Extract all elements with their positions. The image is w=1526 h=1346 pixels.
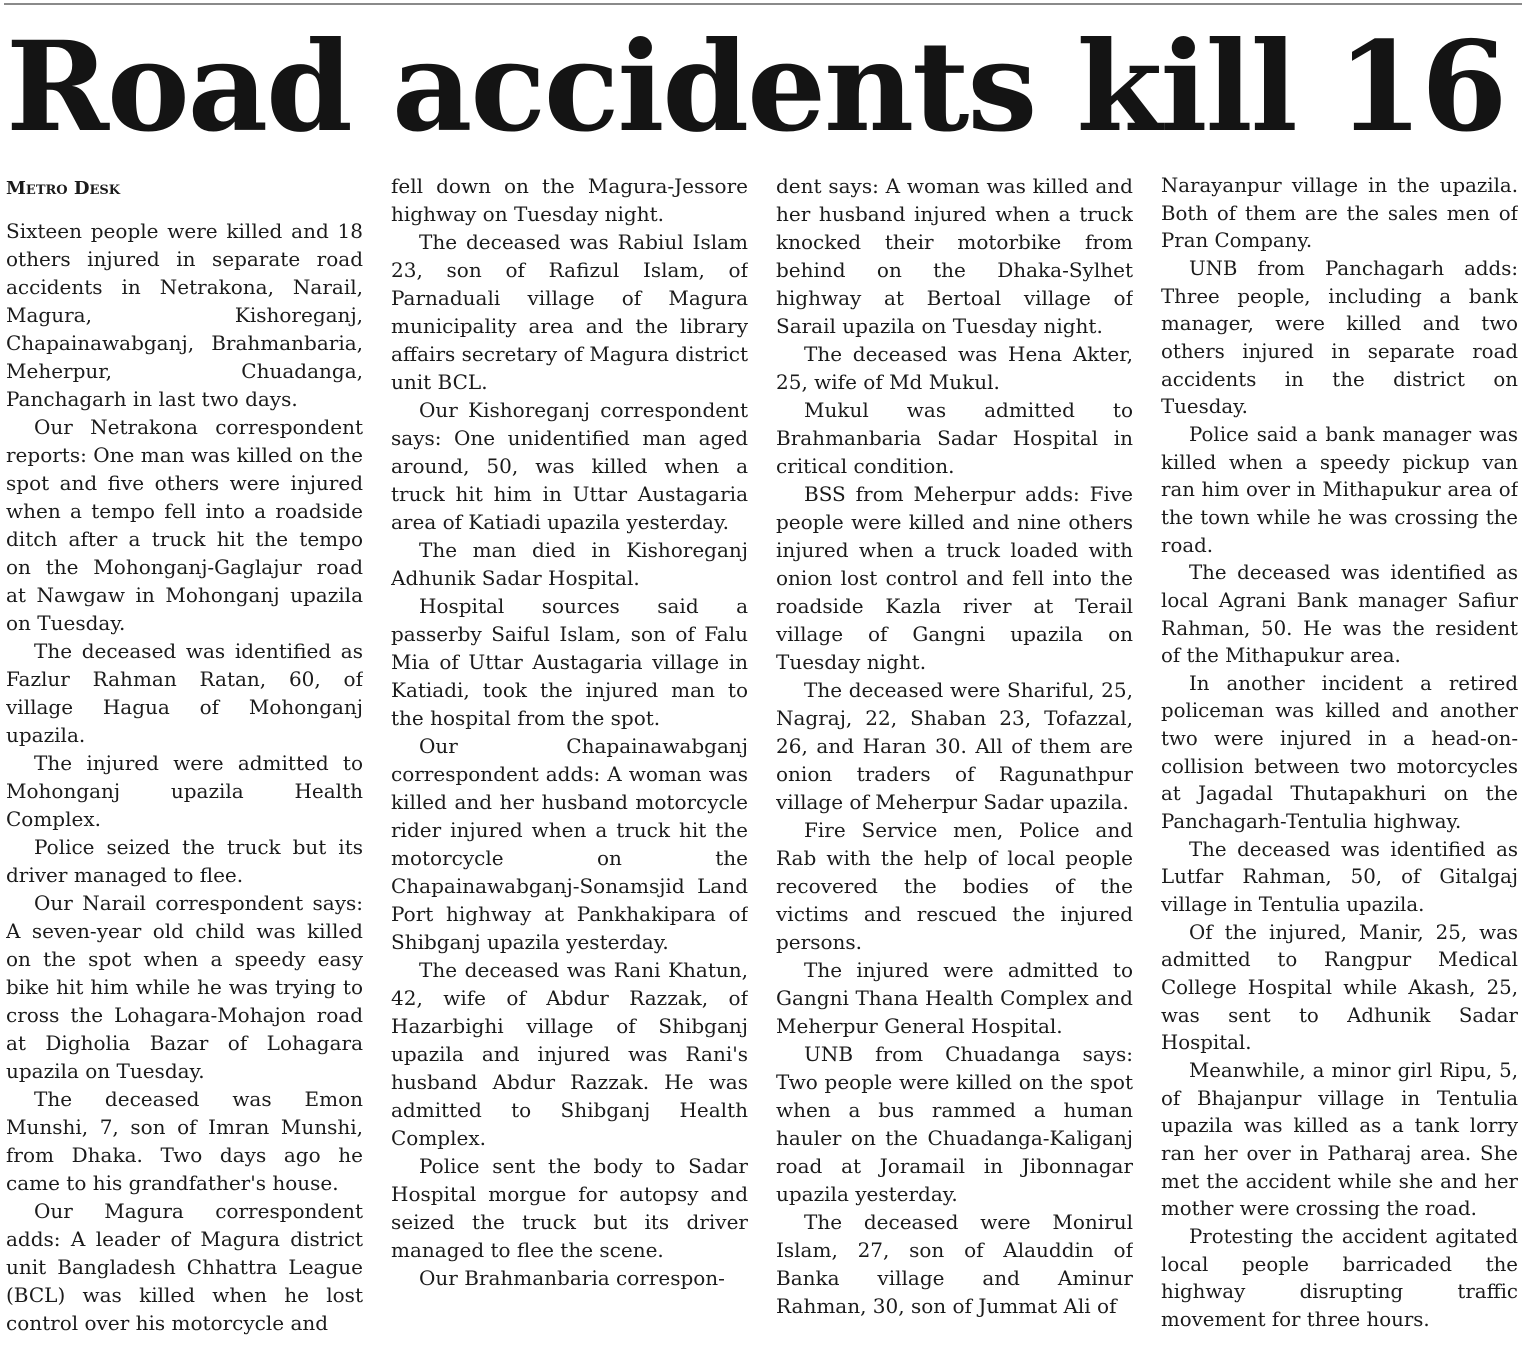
paragraph: The deceased was identified as local Agrani Bank manager Safiur Rahman, 50. He was the resident of the Mithapukur area. xyxy=(1161,561,1518,668)
paragraph: Fire Service men, Police and Rab with the help of local people recovered the bodies of the victims and rescued the injured persons. xyxy=(776,818,1133,954)
paragraph: Mukul was admitted to Brahmanbaria Sadar Hospital in critical condition. xyxy=(776,398,1133,478)
paragraph: The deceased was Emon Munshi, 7, son of Imran Munshi, from Dhaka. Two days ago he came to his grandfather's house. xyxy=(6,1087,363,1195)
paragraph: Police seized the truck but its driver managed to flee. xyxy=(6,835,363,887)
paragraph: UNB from Chuadanga says: Two people were killed on the spot when a bus rammed a human hauler on the Chuadanga-Kaliganj road at Joramail in Jibonnagar upazila yesterday. xyxy=(776,1042,1133,1206)
paragraph: Our Brahmanbaria correspon- xyxy=(419,1266,725,1290)
column-2 xyxy=(391,172,748,1340)
paragraph: Sixteen people were killed and 18 others injured in separate road accidents in Netrakona, Narail, Magura, Kishoreganj, Chapainawabganj, Brahmanbaria, Meherpur, Chuadanga, Panchagarh in last two days. xyxy=(6,219,363,411)
column-1 xyxy=(6,172,363,1340)
paragraph: Our Kishoreganj correspondent says: One unidentified man aged around, 50, was killed when a truck hit him in Uttar Austagaria area of Katiadi upazila yesterday. xyxy=(391,398,748,534)
paragraph: Our Netrakona correspondent reports: One man was killed on the spot and five others were injured when a tempo fell into a roadside ditch after a truck hit the tempo on the Mohonganj-Gaglajur road at Nawgaw in Mohonganj upazila on Tuesday. xyxy=(6,415,363,635)
column-3 xyxy=(776,172,1133,1340)
paragraph: The deceased was Hena Akter, 25, wife of Md Mukul. xyxy=(776,342,1133,394)
paragraph: BSS from Meherpur adds: Five people were killed and nine others injured when a truck loaded with onion lost control and fell into the roadside Kazla river at Terail village of Gangni upazila on Tuesday night. xyxy=(776,482,1133,674)
paragraph: Our Narail correspondent says: A seven-year old child was killed on the spot when a speedy easy bike hit him while he was trying to cross the Lohagara-Mohajon road at Digholia Bazar of Lohagara upazila on Tuesday. xyxy=(6,891,363,1083)
paragraph: The deceased was Rani Khatun, 42, wife of Abdur Razzak, of Hazarbighi village of Shibganj upazila and injured was Rani's husband Abdur Razzak. He was admitted to Shibganj Health Complex. xyxy=(391,958,748,1150)
byline: Metro Desk xyxy=(6,178,121,199)
paragraph: Hospital sources said a passerby Saiful Islam, son of Falu Mia of Uttar Austagaria village in Katiadi, took the injured man to the hospital from the spot. xyxy=(391,594,748,730)
paragraph: Of the injured, Manir, 25, was admitted to Rangpur Medical College Hospital while Akash, 25, was sent to Adhunik Sadar Hospital. xyxy=(1161,920,1518,1055)
paragraph: The injured were admitted to Mohonganj upazila Health Complex. xyxy=(6,751,363,831)
paragraph: fell down on the Magura-Jessore highway on Tuesday night. xyxy=(391,174,748,226)
paragraph: The man died in Kishoreganj Adhunik Sadar Hospital. xyxy=(391,538,748,590)
paragraph: UNB from Panchagarh adds: Three people, including a bank manager, were killed and two others injured in separate road accidents in the district on Tuesday. xyxy=(1161,256,1518,419)
paragraph: In another incident a retired policeman was killed and another two were injured in a head-on-collision between two motorcycles at Jagadal Thutapakhuri on the Panchagarh-Tentulia highway. xyxy=(1161,671,1518,834)
paragraph: Meanwhile, a minor girl Ripu, 5, of Bhajanpur village in Tentulia upazila was killed as a tank lorry ran her over in Patharaj area. She met the accident while she and her mother were crossing the road. xyxy=(1161,1059,1518,1221)
paragraph: The deceased were Shariful, 25, Nagraj, 22, Shaban 23, Tofazzal, 26, and Haran 30. All of them are onion traders of Ragunathpur village of Meherpur Sadar upazila. xyxy=(776,678,1133,814)
paragraph: The injured were admitted to Gangni Thana Health Complex and Meherpur General Hospital. xyxy=(776,958,1133,1038)
article-body xyxy=(6,172,1518,1342)
paragraph: The deceased was Rabiul Islam 23, son of Rafizul Islam, of Parnaduali village of Magura municipality area and the library affairs secretary of Magura district unit BCL. xyxy=(391,230,748,394)
paragraph: Our Magura correspondent adds: A leader of Magura district unit Bangladesh Chhattra League (BCL) was killed when he lost control over his motorcycle and xyxy=(6,1199,363,1335)
top-rule xyxy=(4,3,1522,5)
paragraph: The deceased was identified as Lutfar Rahman, 50, of Gitalgaj village in Tentulia upazila. xyxy=(1161,837,1518,917)
paragraph: The deceased were Monirul Islam, 27, son of Alauddin of Banka village and Aminur Rahman, 30, son of Jummat Ali of xyxy=(776,1210,1133,1318)
paragraph: Protesting the accident agitated local people barricaded the highway disrupting traffic movement for three hours. xyxy=(1161,1224,1518,1331)
paragraph: dent says: A woman was killed and her husband injured when a truck knocked their motorbike from behind on the Dhaka-Sylhet highway at Bertoal village of Sarail upazila on Tuesday night. xyxy=(776,174,1133,338)
paragraph: Narayanpur village in the upazila. Both of them are the sales men of Pran Company. xyxy=(1161,174,1518,253)
headline: Road accidents kill 16 xyxy=(6,15,1506,160)
paragraph: The deceased was identified as Fazlur Rahman Ratan, 60, of village Hagua of Mohonganj upazila. xyxy=(6,639,363,747)
paragraph: Police said a bank manager was killed when a speedy pickup van ran him over in Mithapukur area of the town while he was crossing the road. xyxy=(1161,422,1518,557)
paragraph: Police sent the body to Sadar Hospital morgue for autopsy and seized the truck but its driver managed to flee the scene. xyxy=(391,1154,748,1262)
column-4 xyxy=(1161,172,1518,1340)
paragraph: Our Chapainawabganj correspondent adds: A woman was killed and her husband motorcycle rider injured when a truck hit the motorcycle on the Chapainawabganj-Sonamsjid Land Port highway at Pankhakipara of Shibganj upazila yesterday. xyxy=(391,734,748,954)
